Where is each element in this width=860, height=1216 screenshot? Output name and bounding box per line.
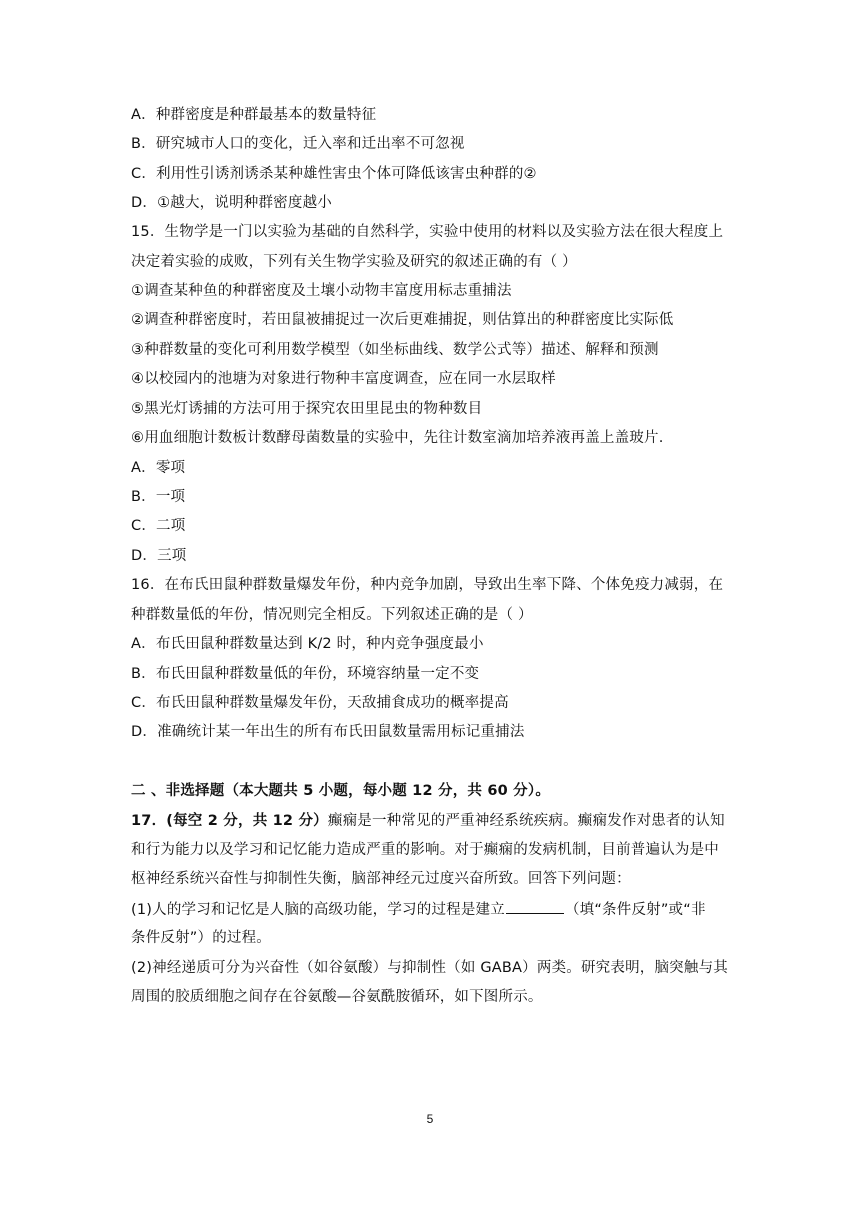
q17-sub1-line2: 条件反射”）的过程。: [131, 930, 272, 946]
q14-option-c: C．利用性引诱剂诱杀某种雄性害虫个体可降低该害虫种群的②: [131, 166, 537, 182]
q15-option-b: B．一项: [131, 489, 186, 505]
q16-stem-line1: 16．在布氏田鼠种群数量爆发年份，种内竞争加剧，导致出生率下降、个体免疫力减弱，在: [131, 577, 724, 593]
q17-stem-line2: 和行为能力以及学习和记忆能力造成严重的影响。对于癫痫的发病机制，目前普遍认为是中: [131, 842, 719, 858]
q15-stem-line1: 15．生物学是一门以实验为基础的自然科学，实验中使用的材料以及实验方法在很大程度上: [131, 224, 724, 240]
q17-sub1-text-before: (1)人的学习和记忆是人脑的高级功能，学习的过程是建立: [131, 902, 505, 918]
q17-score-label: 17．(每空 2 分，共 12 分）: [131, 813, 328, 829]
q17-sub1-line1: [131, 899, 706, 920]
q14-option-b: B．研究城市人口的变化，迁入率和迁出率不可忽视: [131, 136, 465, 152]
q16-option-d: D．准确统计某一年出生的所有布氏田鼠数量需用标记重捕法: [131, 724, 525, 740]
answer-blank: [506, 899, 564, 914]
page-number: 5: [426, 1112, 434, 1126]
q15-item-1: ①调查某种鱼的种群密度及土壤小动物丰富度用标志重捕法: [131, 283, 512, 299]
q17-stem-line1-text: 癫痫是一种常见的严重神经系统疾病。癫痫发作对患者的认知: [327, 813, 725, 829]
q17-stem-line1: [131, 811, 725, 831]
q14-option-d: D．①越大，说明种群密度越小: [131, 195, 332, 211]
q16-option-c: C．布氏田鼠种群数量爆发年份，天敌捕食成功的概率提高: [131, 695, 509, 711]
section-2-heading: 二 、非选择题（本大题共 5 小题，每小题 12 分，共 60 分）。: [131, 783, 551, 799]
q16-option-a: A．布氏田鼠种群数量达到 K/2 时，种内竞争强度最小: [131, 636, 484, 652]
q16-stem-line2: 种群数量低的年份，情况则完全相反。下列叙述正确的是（ ）: [131, 607, 533, 623]
q15-option-d: D．三项: [131, 548, 187, 564]
q17-sub2-line2: 周围的胶质细胞之间存在谷氨酸—谷氨酰胺循环，如下图所示。: [131, 989, 543, 1005]
q17-sub1-text-after: （填“条件反射”或“非: [564, 902, 706, 918]
q15-option-a: A．零项: [131, 460, 186, 476]
q16-option-b: B．布氏田鼠种群数量低的年份，环境容纳量一定不变: [131, 666, 480, 682]
q15-item-4: ④以校园内的池塘为对象进行物种丰富度调查，应在同一水层取样: [131, 371, 556, 387]
q15-stem-line2: 决定着实验的成败，下列有关生物学实验及研究的叙述正确的有（ ）: [131, 254, 577, 270]
q15-item-3: ③种群数量的变化可利用数学模型（如坐标曲线、数学公式等）描述、解释和预测: [131, 342, 659, 358]
q14-option-a: A．种群密度是种群最基本的数量特征: [131, 107, 377, 123]
q17-stem-line3: 枢神经系统兴奋性与抑制性失衡，脑部神经元过度兴奋所致。回答下列问题：: [131, 871, 631, 887]
q15-item-2: ②调查种群密度时，若田鼠被捕捉过一次后更难捕捉，则估算出的种群密度比实际低: [131, 312, 674, 328]
q15-option-c: C．二项: [131, 518, 186, 534]
q15-item-6: ⑥用血细胞计数板计数酵母菌数量的实验中，先往计数室滴加培养液再盖上盖玻片.: [131, 430, 664, 446]
q17-sub2-line1: (2)神经递质可分为兴奋性（如谷氨酸）与抑制性（如 GABA）两类。研究表明，脑突触与其: [131, 960, 728, 976]
q15-item-5: ⑤黑光灯诱捕的方法可用于探究农田里昆虫的物种数目: [131, 401, 483, 417]
